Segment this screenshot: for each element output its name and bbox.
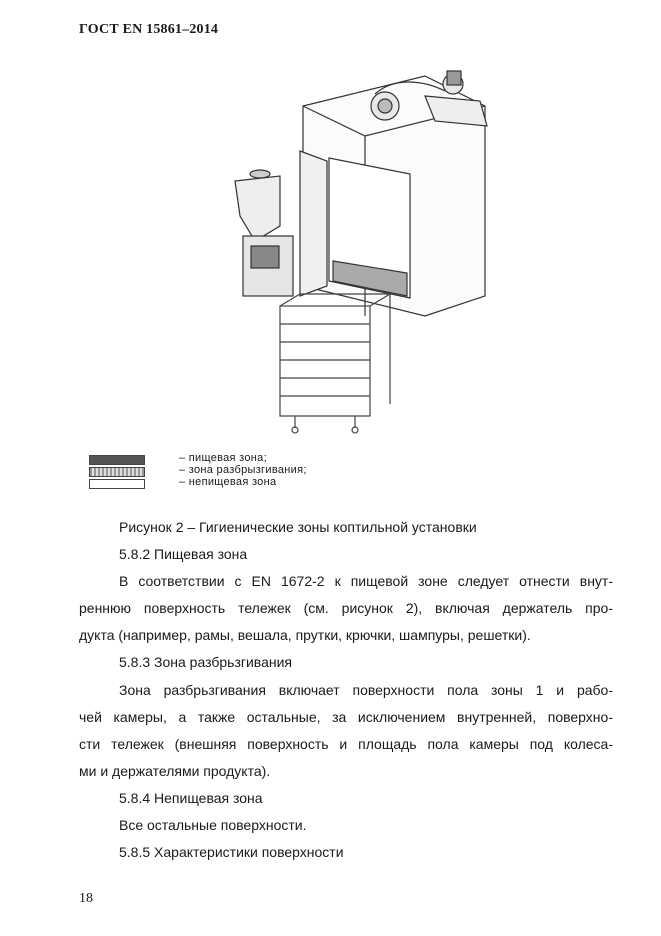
non-food-zone-swatch [89,479,145,489]
figure-legend [89,452,389,492]
legend-item-food-zone: – пищевая зона; [179,452,267,464]
section-5-8-5-heading: 5.8.5 Характеристики поверхности [119,844,344,860]
section-5-8-2-heading: 5.8.2 Пищевая зона [119,546,248,562]
paragraph-line: сти тележек (внешняя поверхность и площадь пола камеры под колеса- [79,736,613,752]
paragraph-line: Зона разбрьзгивания включает поверхности пола зоны 1 и рабо- [119,682,613,698]
splash-zone-swatch [89,467,145,477]
section-5-8-4-heading: 5.8.4 Непищевая зона [119,790,263,806]
legend-item-non-food-zone: – непищевая зона [179,476,277,488]
figure-caption: Рисунок 2 – Гигиенические зоны коптильной установки [119,519,477,535]
food-zone-swatch [89,455,145,465]
paragraph-line: реннюю поверхность тележек (см. рисунок 2), включая держатель про- [79,600,613,616]
smokehouse-figure [225,66,505,438]
section-5-8-3-heading: 5.8.3 Зона разбрьзгивания [119,654,292,670]
paragraph-line: дукта (например, рамы, вешала, прутки, крючки, шампуры, решетки). [79,627,531,643]
paragraph-line: чей камеры, а также остальные, за исключением внутренней, поверхно- [79,709,613,725]
document-header: ГОСТ EN 15861–2014 [79,22,219,37]
page-number: 18 [79,891,93,906]
paragraph-line: ми и держателями продукта). [79,763,271,779]
paragraph-line: В соответствии с EN 1672-2 к пищевой зоне следует отнести внут- [119,573,613,589]
paragraph-line: Все остальные поверхности. [119,817,307,833]
legend-item-splash-zone: – зона разбрызгивания; [179,464,307,476]
